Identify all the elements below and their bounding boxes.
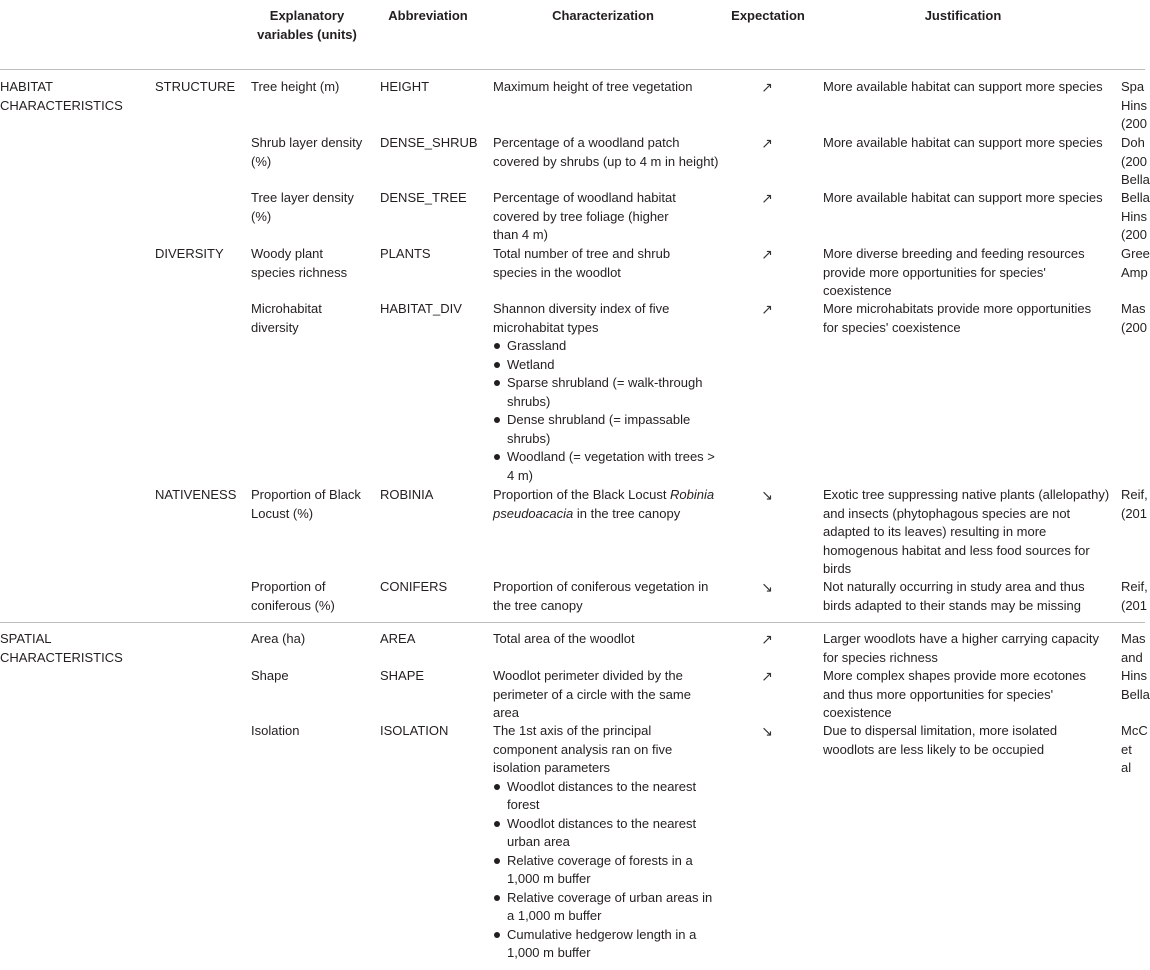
group-spatial-characteristics: SPATIAL CHARACTERISTICS bbox=[0, 631, 123, 665]
expectation-increase-icon: ↗ bbox=[761, 668, 773, 684]
expectation-increase-icon: ↗ bbox=[761, 190, 773, 206]
expectation-increase-icon: ↗ bbox=[761, 79, 773, 95]
characterization-text: The 1st axis of the principal component analysis ran on five isolation parameters bbox=[493, 723, 673, 775]
table-row-abbreviation: ROBINIA bbox=[380, 487, 434, 502]
list-item: Dense shrubland (= impassable shrubs) bbox=[493, 411, 715, 448]
table-row-abbreviation: ISOLATION bbox=[380, 723, 449, 738]
table-row-characterization bbox=[493, 486, 719, 523]
header-explanatory-variables: Explanatory variables (units) bbox=[257, 8, 357, 42]
header-abbreviation: Abbreviation bbox=[388, 8, 468, 23]
table-row-variable: Isolation bbox=[251, 723, 300, 738]
expectation-increase-icon: ↗ bbox=[761, 301, 773, 317]
table-row-justification: More diverse breeding and feeding resources provide more opportunities for species' coexistence bbox=[823, 246, 1085, 298]
table-row-characterization: Maximum height of tree vegetation bbox=[493, 79, 693, 94]
isolation-parameter-list bbox=[493, 778, 715, 963]
table-row-variable: Area (ha) bbox=[251, 631, 306, 646]
table-row-abbreviation: PLANTS bbox=[380, 246, 431, 261]
expectation-increase-icon: ↗ bbox=[761, 135, 773, 151]
header-characterization: Characterization bbox=[552, 8, 654, 23]
expectation-decrease-icon: ↘ bbox=[761, 487, 773, 503]
list-item: Relative coverage of urban areas in a 1,000 m buffer bbox=[493, 889, 715, 926]
table-row-abbreviation: HABITAT_DIV bbox=[380, 301, 462, 316]
table-row-abbreviation: SHAPE bbox=[380, 668, 425, 683]
list-item: Grassland bbox=[493, 337, 715, 356]
table-row-characterization: Proportion of coniferous vegetation in the tree canopy bbox=[493, 579, 709, 613]
table-row-reference: Mas and bbox=[1121, 631, 1146, 665]
table-row-justification: More available habitat can support more species bbox=[823, 135, 1103, 150]
table-row-characterization bbox=[493, 722, 715, 963]
subgroup-structure: STRUCTURE bbox=[155, 79, 236, 94]
header-rule bbox=[0, 69, 1145, 70]
bullet-icon bbox=[494, 454, 500, 460]
table-row-variable: Proportion of coniferous (%) bbox=[251, 579, 335, 613]
expectation-decrease-icon: ↘ bbox=[761, 723, 773, 739]
table-row-variable: Tree layer density (%) bbox=[251, 190, 354, 224]
table-row-reference: Doh (200 Bella bbox=[1121, 135, 1150, 187]
table-row-variable: Tree height (m) bbox=[251, 79, 340, 94]
subgroup-nativeness: NATIVENESS bbox=[155, 487, 237, 502]
bullet-icon bbox=[494, 417, 500, 423]
subgroup-diversity: DIVERSITY bbox=[155, 246, 224, 261]
list-item: Wetland bbox=[493, 356, 715, 375]
characterization-text-end: in the tree canopy bbox=[573, 505, 681, 521]
table-row-justification: Not naturally occurring in study area and thus birds adapted to their stands may be missing bbox=[823, 579, 1085, 613]
table-row-justification: More microhabitats provide more opportunities for species' coexistence bbox=[823, 301, 1092, 335]
list-item: Woodlot distances to the nearest urban area bbox=[493, 815, 715, 852]
list-item: Woodland (= vegetation with trees > 4 m) bbox=[493, 448, 715, 485]
list-item: Relative coverage of forests in a 1,000 m buffer bbox=[493, 852, 715, 889]
table-row-abbreviation: DENSE_TREE bbox=[380, 190, 467, 205]
table-row-characterization: Total number of tree and shrub species in the woodlot bbox=[493, 246, 671, 280]
table-row-variable: Shrub layer density (%) bbox=[251, 135, 363, 169]
table-row-reference: Reif, (201 bbox=[1121, 487, 1148, 521]
bullet-icon bbox=[494, 932, 500, 938]
bullet-icon bbox=[494, 858, 500, 864]
bullet-icon bbox=[494, 895, 500, 901]
table-row-justification: More available habitat can support more species bbox=[823, 190, 1103, 205]
table-row-justification: More complex shapes provide more ecotones and thus more opportunities for species' coexistence bbox=[823, 668, 1087, 720]
table-row-abbreviation: DENSE_SHRUB bbox=[380, 135, 478, 150]
list-item: Sparse shrubland (= walk-through shrubs) bbox=[493, 374, 715, 411]
table-row-justification: Due to dispersal limitation, more isolated woodlots are less likely to be occupied bbox=[823, 723, 1058, 757]
list-item: Woodlot distances to the nearest forest bbox=[493, 778, 715, 815]
table-row-reference: Hins Bella bbox=[1121, 668, 1150, 702]
species-name: Robinia pseudoacacia bbox=[493, 487, 715, 521]
list-item: Cumulative hedgerow length in a 1,000 m buffer bbox=[493, 926, 715, 963]
table-row-justification: Larger woodlots have a higher carrying capacity for species richness bbox=[823, 631, 1100, 665]
table-row-reference: Reif, (201 bbox=[1121, 579, 1148, 613]
characterization-text: Shannon diversity index of five microhabitat types bbox=[493, 301, 670, 335]
table-row-justification: Exotic tree suppressing native plants (allelopathy) and insects (phytophagous species are not adapted to its leaves) resulting in more homogenous habitat and less food sources for birds bbox=[823, 487, 1110, 576]
bullet-icon bbox=[494, 821, 500, 827]
table-row-reference: Gree Amp bbox=[1121, 246, 1150, 280]
bullet-icon bbox=[494, 784, 500, 790]
group-habitat-characteristics: HABITAT CHARACTERISTICS bbox=[0, 79, 123, 113]
header-justification: Justification bbox=[924, 8, 1002, 23]
microhabitat-list bbox=[493, 337, 715, 485]
header-expectation: Expectation bbox=[731, 8, 805, 23]
table-row-variable: Woody plant species richness bbox=[251, 246, 348, 280]
table-row-reference: McC et al bbox=[1121, 723, 1148, 775]
table-row-characterization: Total area of the woodlot bbox=[493, 631, 635, 646]
expectation-increase-icon: ↗ bbox=[761, 246, 773, 262]
table-row-characterization: Woodlot perimeter divided by the perimeter of a circle with the same area bbox=[493, 668, 691, 720]
table-row-abbreviation: HEIGHT bbox=[380, 79, 430, 94]
table-row-abbreviation: CONIFERS bbox=[380, 579, 448, 594]
table-row-characterization: Percentage of woodland habitat covered by tree foliage (higher than 4 m) bbox=[493, 190, 676, 242]
table-row-characterization: Percentage of a woodland patch covered by shrubs (up to 4 m in height) bbox=[493, 135, 719, 169]
table-row-variable: Microhabitat diversity bbox=[251, 301, 322, 335]
table-row-reference: Mas (200 bbox=[1121, 301, 1148, 335]
expectation-decrease-icon: ↘ bbox=[761, 579, 773, 595]
section-divider bbox=[0, 622, 1145, 623]
table-row-variable: Shape bbox=[251, 668, 289, 683]
characterization-text: Proportion of the Black Locust bbox=[493, 487, 671, 502]
table-row-justification: More available habitat can support more species bbox=[823, 79, 1103, 94]
table-row-characterization bbox=[493, 300, 715, 485]
bullet-icon bbox=[494, 343, 500, 349]
table-row-variable: Proportion of Black Locust (%) bbox=[251, 487, 361, 521]
bullet-icon bbox=[494, 362, 500, 368]
table-row-reference: Spa Hins (200 bbox=[1121, 79, 1148, 131]
table-row-reference: Bella Hins (200 bbox=[1121, 190, 1150, 242]
expectation-increase-icon: ↗ bbox=[761, 631, 773, 647]
bullet-icon bbox=[494, 380, 500, 386]
table-row-abbreviation: AREA bbox=[380, 631, 416, 646]
